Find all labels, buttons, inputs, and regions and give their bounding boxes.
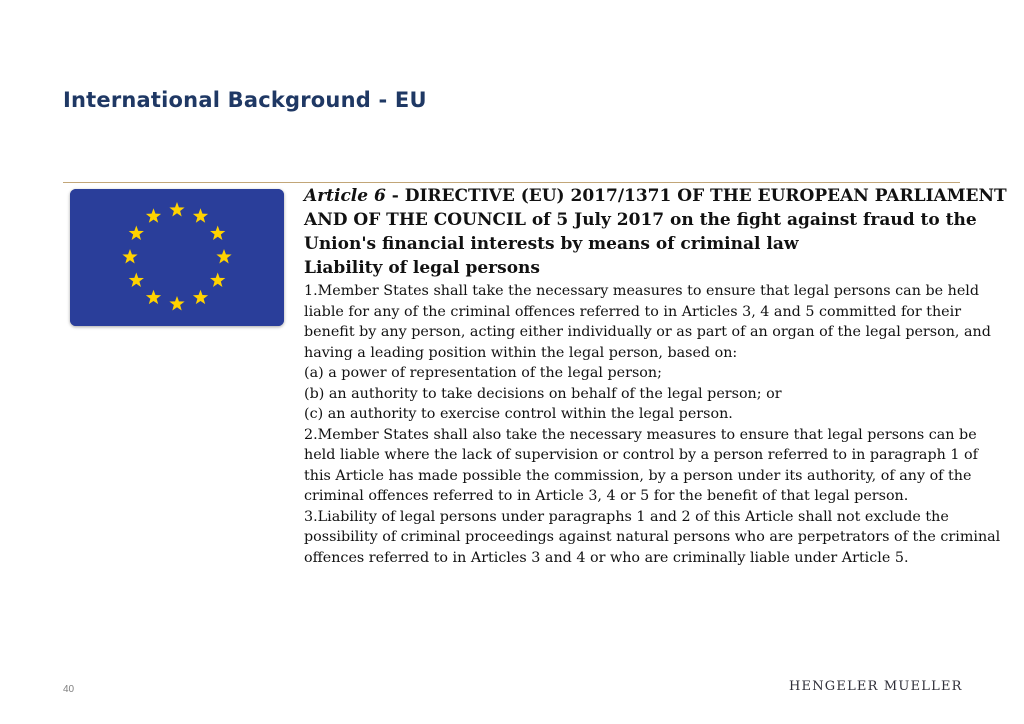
page-title: International Background - EU xyxy=(63,88,427,112)
directive-title: - DIRECTIVE (EU) 2017/1371 OF THE EUROPEAN PARLIAMENT AND OF THE COUNCIL of 5 July 2017 on the fight against fraud to the Union's financial interests by means of criminal law xyxy=(304,186,1007,254)
article-body xyxy=(304,281,1009,568)
article-text-block xyxy=(304,184,1009,568)
article-heading xyxy=(304,184,1009,256)
paragraph-1c: (c) an authority to exercise control within the legal person. xyxy=(304,406,733,422)
eu-flag-icon xyxy=(70,189,284,326)
article-number: Article 6 xyxy=(304,186,386,206)
hengeler-mueller-logo: HENGELER MUELLER xyxy=(789,679,963,694)
paragraph-1b: (b) an authority to take decisions on behalf of the legal person; or xyxy=(304,385,782,402)
paragraph-3: 3.Liability of legal persons under paragraphs 1 and 2 of this Article shall not exclude the possibility of criminal proceedings against natural persons who are perpetrators of the criminal offences referred to in Articles 3 and 4 or who are criminally liable under Article 5. xyxy=(304,508,1001,566)
page-number: 40 xyxy=(63,684,75,695)
paragraph-1: 1.Member States shall take the necessary measures to ensure that legal persons can be held liable for any of the criminal offences referred to in Articles 3, 4 and 5 committed for their benefit by any person, acting either individually or as part of an organ of the legal person, and having a leading position within the legal person, based on: xyxy=(304,283,991,361)
title-divider xyxy=(63,182,960,183)
paragraph-2: 2.Member States shall also take the necessary measures to ensure that legal persons can be held liable where the lack of supervision or control by a person referred to in paragraph 1 of this Article has made possible the commission, by a person under its authority, of any of the criminal offences referred to in Article 3, 4 or 5 for the benefit of that legal person. xyxy=(304,426,978,504)
article-subheading: Liability of legal persons xyxy=(304,258,540,278)
paragraph-1a: (a) a power of representation of the legal person; xyxy=(304,365,662,381)
